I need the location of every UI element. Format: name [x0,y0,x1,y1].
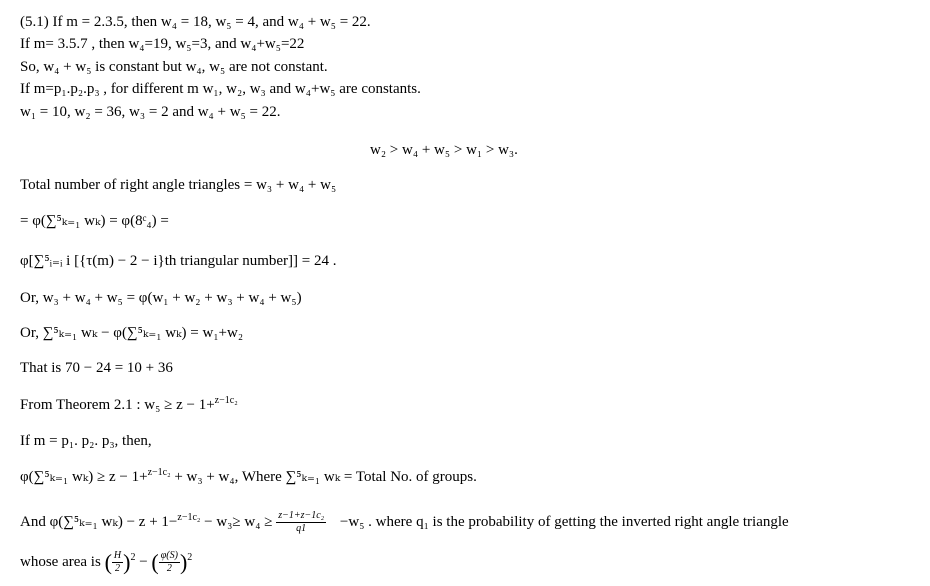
area-text: whose area is [20,553,105,570]
area-minus: − [135,553,152,570]
fraction-phi-s-over-2 [159,550,180,575]
theorem-text: From Theorem 2.1 : w₅ ≥ z − 1+ [20,397,215,413]
fraction-h-denominator: 2 [115,563,120,574]
fraction-q1-numerator: z−1+z−1c₂ [278,510,325,521]
line-3: So, w₄ + w₅ is constant but w₄, w₅ are not constant. [20,59,328,75]
line-phi-inequality [20,467,477,487]
line-area: whose area is ( $\frac{H}{2}$ )$^2$ − ( $\frac{\varphi(S)}{2}$ )$^2$ [20,549,193,575]
and-phi-exponent: z−1c₂ [177,511,201,523]
line-theorem [20,395,238,415]
line-triangular-number: φ[∑⁵ᵢ₌ᵢ i [{τ(m) − 2 − i}th triangular number]] = 24 . [20,253,337,269]
line-5: w₁ = 10, w₂ = 36, w₃ = 2 and w₄ + w₅ = 22. [20,104,281,120]
fraction-q1 [276,510,326,535]
area-exponent-2: 2 [187,551,193,563]
fraction-q1-denominator: q1 [296,523,307,534]
phi-inequality-exponent: z−1c₂ [147,467,171,478]
inequality-chain: w₂ > w₄ + w₅ > w₁ > w₃. [370,142,518,158]
and-phi-middle: − w₃≥ w₄ ≥ [200,513,273,530]
theorem-exponent: z−1c₂ [214,395,238,406]
and-phi-left: And φ(∑⁵ₖ₌₁ wₖ) − z + 1− [20,513,178,530]
line-total-right-angle: Total number of right angle triangles = w₃ + w₄ + w₅ [20,177,337,193]
fraction-phi-s-denominator: 2 [166,563,172,574]
line-and-phi [20,510,789,535]
line-or-1: Or, w₃ + w₄ + w₅ = φ(w₁ + w₂ + w₃ + w₄ + w₅) [20,290,302,306]
phi-inequality-right: + w₃ + w₄, Where ∑⁵ₖ₌₁ wₖ = Total No. of groups. [170,469,477,485]
phi-inequality-left: φ(∑⁵ₖ₌₁ wₖ) ≥ z − 1+ [20,469,148,485]
fraction-h-over-2 [112,550,123,575]
fraction-h-numerator: H [113,550,122,561]
line-if-m: If m = p₁. p₂. p₃, then, [20,433,152,449]
line-1: (5.1) If m = 2.3.5, then w₄ = 18, w₅ = 4, and w₄ + w₅ = 22. [20,14,371,30]
line-that-is: That is 70 − 24 = 10 + 36 [20,360,173,376]
fraction-phi-s-numerator: φ(S) [160,550,178,561]
line-2: If m= 3.5.7 , then w₄=19, w₅=3, and w₄+w₅=22 [20,36,305,52]
line-phi-sum: = φ(∑⁵ₖ₌₁ wₖ) = φ(8ᶜ₄) = [20,213,169,229]
line-4: If m=p₁.p₂.p₃ , for different m w₁, w₂, w₃ and w₄+w₅ are constants. [20,81,421,97]
and-phi-right: −w₅ . where q₁ is the probability of getting the inverted right angle triangle [336,513,789,530]
line-or-2: Or, ∑⁵ₖ₌₁ wₖ − φ(∑⁵ₖ₌₁ wₖ) = w₁+w₂ [20,325,244,341]
area-exponent-1: 2 [130,551,136,563]
